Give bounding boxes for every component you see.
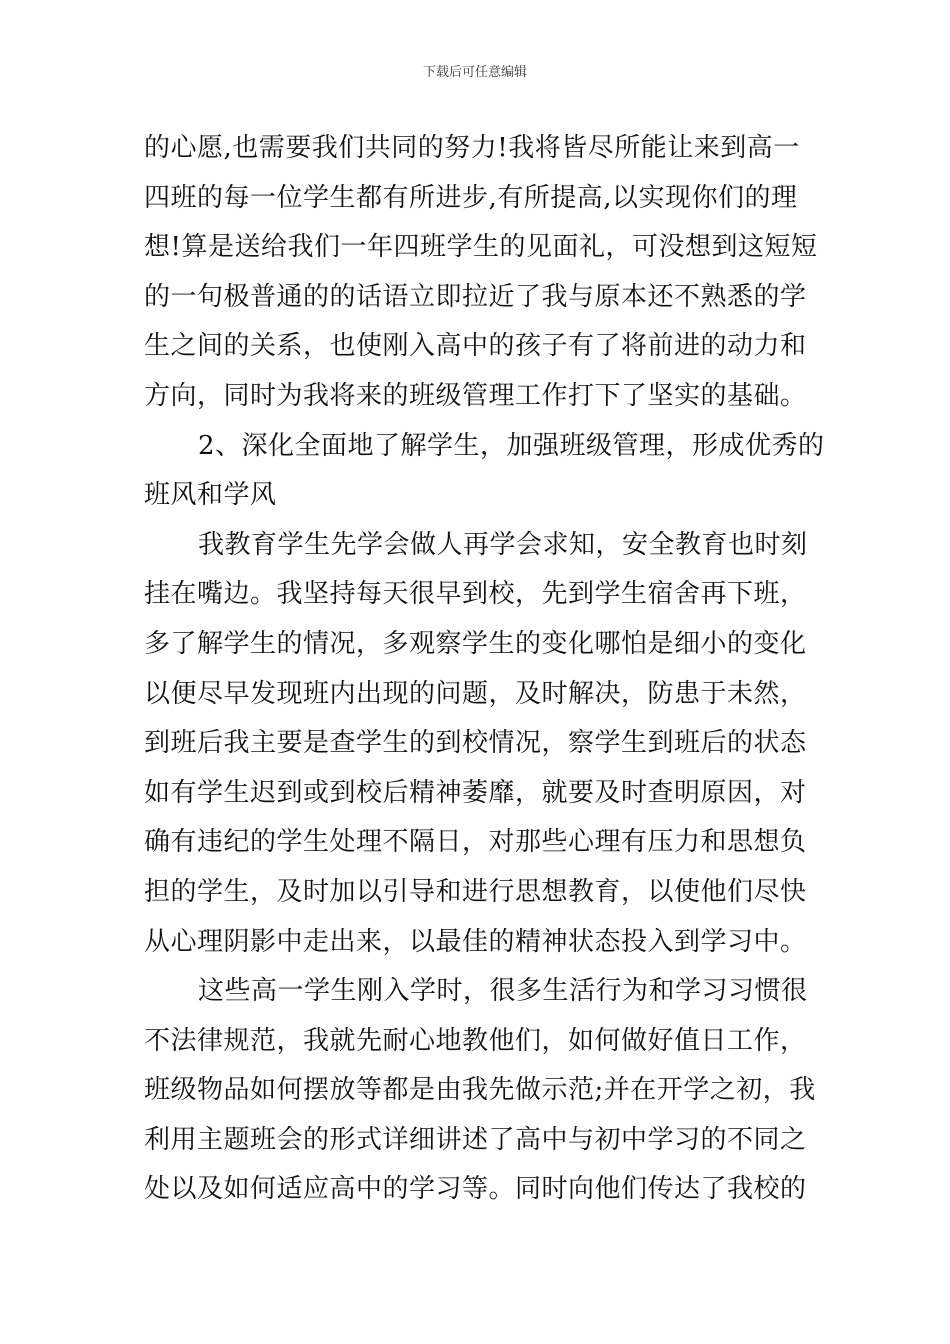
text-line: 以便尽早发现班内出现的问题，及时解决，防患于未然，	[144, 678, 807, 709]
text-line: 方向，同时为我将来的班级管理工作打下了坚实的基础。	[144, 380, 807, 411]
text-line: 利用主题班会的形式详细讲述了高中与初中学习的不同之	[144, 1124, 807, 1155]
text-line: 处以及如何适应高中的学习等。同时向他们传达了我校的	[144, 1174, 807, 1205]
text-line: 担的学生，及时加以引导和进行思想教育，以使他们尽快	[144, 876, 807, 907]
text-line: 班级物品如何摆放等都是由我先做示范;并在开学之初，我	[144, 1075, 816, 1106]
paragraph-start: 这些高一学生刚入学时，很多生活行为和学习习惯很	[198, 976, 808, 1007]
text-line: 从心理阴影中走出来，以最佳的精神状态投入到学习中。	[144, 926, 807, 957]
text-line: 挂在嘴边。我坚持每天很早到校，先到学生宿舍再下班，	[144, 579, 807, 610]
text-line: 想!算是送给我们一年四班学生的见面礼，可没想到这短短	[144, 232, 818, 263]
text-line: 如有学生迟到或到校后精神萎靡，就要及时查明原因，对	[144, 777, 807, 808]
text-line: 的心愿,也需要我们共同的努力!我将皆尽所能让来到高一	[144, 133, 800, 163]
page-header: 下载后可任意编辑	[422, 65, 527, 80]
text-line: 生之间的关系，也使刚入高中的孩子有了将前进的动力和	[144, 331, 807, 362]
text-line: 的一句极普通的的话语立即拉近了我与原本还不熟悉的学	[144, 281, 807, 312]
section-heading: 2、深化全面地了解学生，加强班级管理，形成优秀的	[198, 430, 825, 461]
text-line: 四班的每一位学生都有所进步,有所提高,以实现你们的理	[144, 182, 798, 213]
section-heading-cont: 班风和学风	[144, 480, 277, 511]
text-line: 到班后我主要是查学生的到校情况，察学生到班后的状态	[144, 728, 807, 759]
document-body	[144, 124, 825, 1215]
text-line: 不法律规范，我就先耐心地教他们，如何做好值日工作，	[144, 1025, 807, 1056]
paragraph-start: 我教育学生先学会做人再学会求知，安全教育也时刻	[198, 529, 808, 560]
text-line: 多了解学生的情况，多观察学生的变化哪怕是细小的变化	[144, 628, 807, 659]
text-line: 确有违纪的学生处理不隔日，对那些心理有压力和思想负	[144, 827, 807, 858]
